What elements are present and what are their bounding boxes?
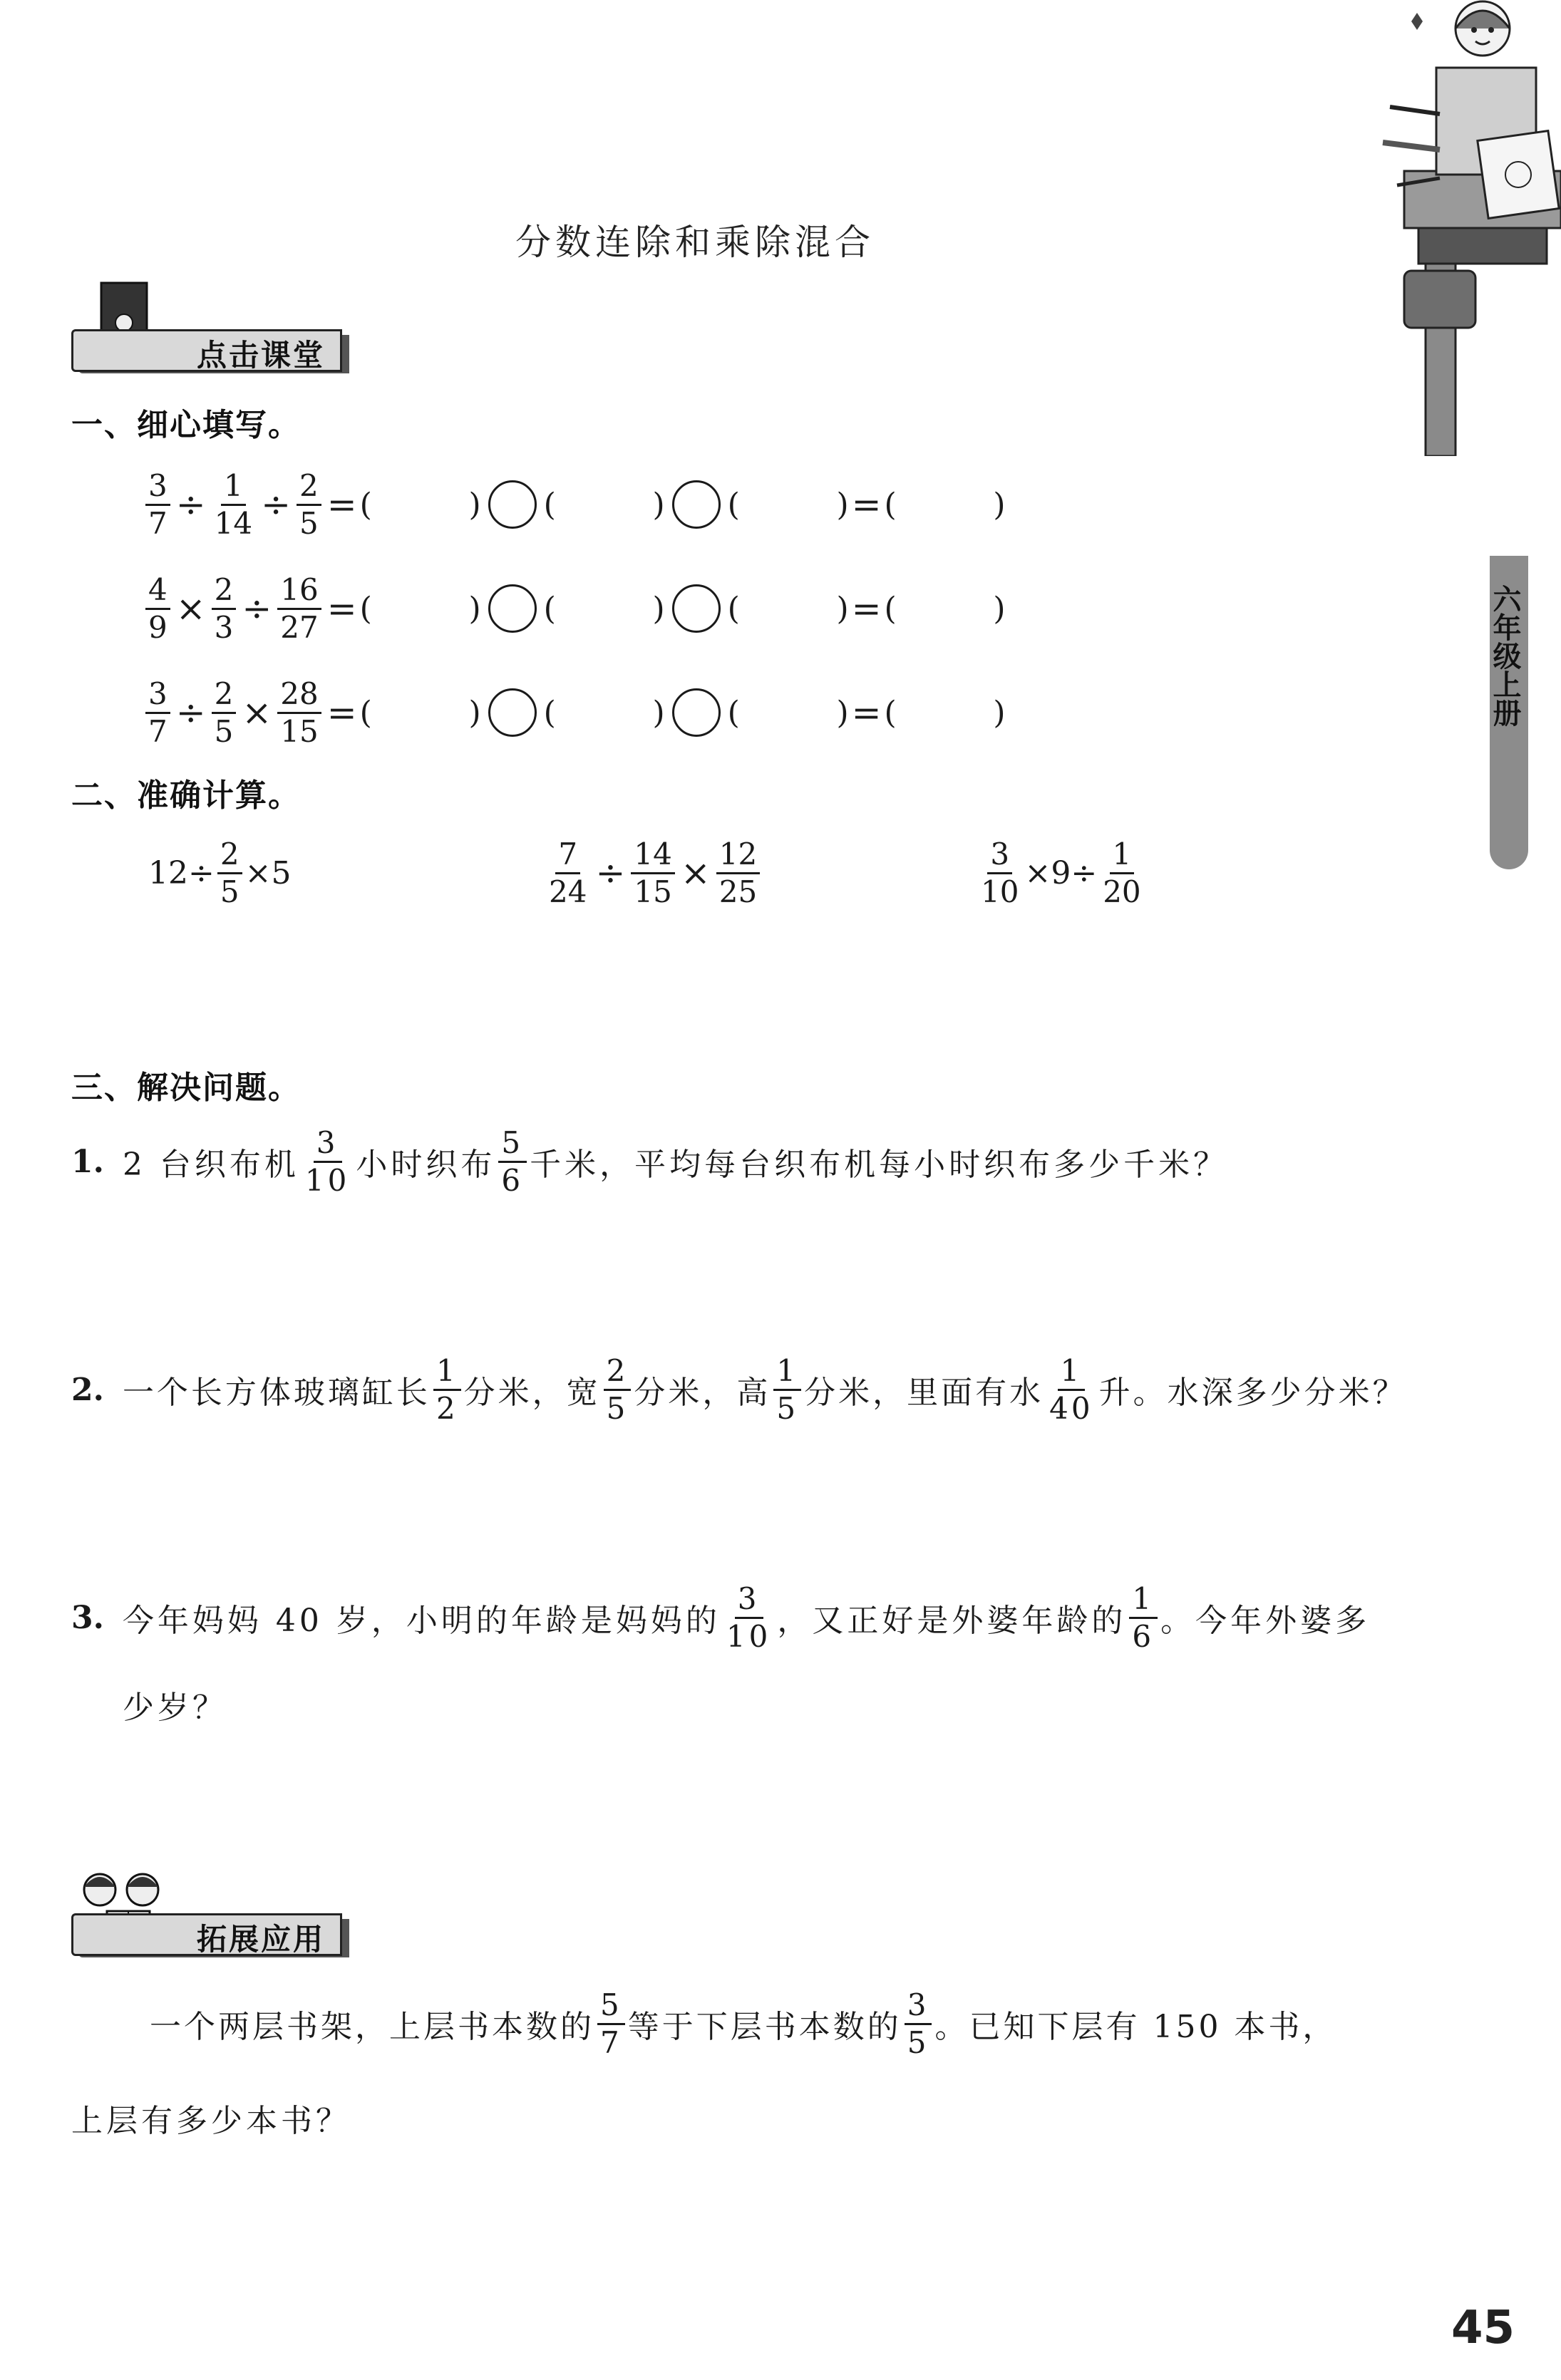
problem-3-continued (123, 1682, 227, 1727)
section-calc-heading: 二、准确计算。 (71, 777, 301, 814)
operator-circle[interactable] (488, 688, 537, 737)
fill-row (143, 661, 1006, 765)
fill-in-block (143, 452, 1006, 765)
answer-blank[interactable]: ( ) (543, 694, 665, 731)
page-title: 分数连除和乘除混合 (515, 222, 875, 263)
answer-blank[interactable]: ( ) (727, 590, 849, 627)
problem-number: 1. (71, 1143, 104, 1180)
answer-blank[interactable]: ( ) (884, 486, 1006, 523)
calc-item-2 (543, 827, 763, 919)
class-banner (71, 329, 342, 371)
equals-sign: = (326, 692, 357, 733)
problem-text: 等于下层书本数的 (627, 2009, 902, 2045)
section-fill-heading: 一、细心填写。 (71, 407, 301, 443)
problem-text: ，又正好是外婆年龄的 (777, 1603, 1127, 1639)
problem-number: 3. (71, 1599, 104, 1636)
page-number: 45 (1451, 2302, 1515, 2354)
fraction: $\frac{2}{5}$ (217, 839, 242, 907)
answer-blank[interactable]: ( ) (884, 590, 1006, 627)
problem-text: 。今年外婆多 (1160, 1603, 1371, 1639)
fraction: $\frac{16}{27}$ (277, 575, 321, 643)
fraction: $\frac{2}{3}$ (212, 575, 237, 643)
operator-circle[interactable] (672, 480, 721, 529)
answer-blank[interactable]: ( ) (359, 590, 481, 627)
cartoon-illustration (1376, 0, 1561, 456)
operator-circle[interactable] (672, 584, 721, 633)
problem-text: 一个两层书架，上层书本数的 (150, 2009, 594, 2045)
fraction: $\frac{1}{20}$ (1103, 836, 1141, 909)
operator: ÷ (242, 588, 272, 629)
fraction: $\frac{1}{40}$ (1049, 1352, 1093, 1426)
problem-text: 分米，高 (634, 1375, 771, 1411)
answer-blank[interactable]: ( ) (359, 694, 481, 731)
problem-text: 一个长方体玻璃缸长 (122, 1375, 431, 1411)
answer-blank[interactable]: ( ) (359, 486, 481, 523)
answer-blank[interactable]: ( ) (543, 486, 665, 523)
calc-text: ×5 (244, 854, 292, 891)
operator: × (242, 692, 272, 733)
answer-blank[interactable]: ( ) (727, 486, 849, 523)
answer-blank[interactable]: ( ) (543, 590, 665, 627)
fraction: $\frac{12}{25}$ (716, 839, 760, 907)
problem-text: 少岁？ (123, 1690, 227, 1726)
fraction: $\frac{3}{5}$ (905, 1990, 932, 2058)
fraction: $\frac{14}{15}$ (631, 839, 674, 907)
answer-blank[interactable]: ( ) (727, 694, 849, 731)
problem-text: 今年妈妈 40 岁，小明的年龄是妈妈的 (122, 1603, 721, 1639)
extend-banner-label: 拓展应用 (196, 1922, 325, 1957)
fraction: $\frac{7}{24}$ (549, 836, 587, 909)
section-problems-heading: 三、解决问题。 (71, 1070, 301, 1106)
fraction: $\frac{3}{10}$ (981, 836, 1019, 909)
operator: × (680, 852, 711, 894)
problem-text: 千米，平均每台织布机每小时织布多少千米？ (530, 1147, 1229, 1183)
calc-item-1 (148, 827, 291, 919)
fraction: $\frac{2}{5}$ (297, 471, 321, 539)
fraction: $\frac{2}{5}$ (604, 1356, 632, 1424)
problem-text: 升。水深多少分米？ (1098, 1375, 1407, 1411)
fraction: $\frac{28}{15}$ (277, 679, 321, 747)
fraction: $\frac{4}{9}$ (145, 575, 170, 643)
equals-sign: = (851, 692, 882, 733)
operator: ÷ (595, 852, 626, 894)
fill-row (143, 452, 1006, 557)
problem-text: 小时织布 (356, 1147, 496, 1183)
fraction: $\frac{3}{10}$ (304, 1124, 351, 1198)
problem-3 (71, 1575, 1370, 1660)
problem-text: 分米，里面有水 (804, 1375, 1044, 1411)
operator: × (175, 588, 206, 629)
extend-problem (150, 1981, 1336, 2066)
equals-sign: = (326, 588, 357, 629)
equals-sign: = (851, 484, 882, 525)
fraction: $\frac{3}{7}$ (145, 679, 170, 747)
operator: ÷ (261, 484, 291, 525)
calc-text: ×9÷ (1024, 854, 1098, 891)
fraction: $\frac{3}{7}$ (145, 471, 170, 539)
answer-blank[interactable]: ( ) (884, 694, 1006, 731)
fraction: $\frac{1}{6}$ (1129, 1584, 1158, 1652)
operator-circle[interactable] (488, 584, 537, 633)
calc-item-3 (975, 827, 1147, 919)
calc-text: 12÷ (148, 854, 215, 891)
problem-1 (71, 1119, 1228, 1204)
problem-2 (71, 1347, 1407, 1432)
fill-row (143, 557, 1006, 661)
problem-text: 分米，宽 (463, 1375, 601, 1411)
operator: ÷ (175, 692, 206, 733)
operator-circle[interactable] (488, 480, 537, 529)
fraction: $\frac{1}{5}$ (773, 1356, 801, 1424)
extend-banner (71, 1913, 342, 1955)
problem-text: 上层有多少本书？ (71, 2103, 351, 2139)
fraction: $\frac{5}{7}$ (597, 1990, 625, 2058)
problem-text: 。已知下层有 150 本书， (934, 2009, 1337, 2045)
operator-circle[interactable] (672, 688, 721, 737)
equals-sign: = (851, 588, 882, 629)
fraction: $\frac{2}{5}$ (212, 679, 237, 747)
problem-text: 2 台织布机 (122, 1147, 299, 1183)
fraction: $\frac{1}{14}$ (214, 467, 253, 541)
fraction: $\frac{5}{6}$ (498, 1128, 527, 1196)
class-banner-label: 点击课堂 (196, 338, 325, 373)
extend-problem-continued (71, 2095, 351, 2141)
problem-number: 2. (71, 1371, 104, 1408)
grade-side-tab (1490, 556, 1528, 869)
equals-sign: = (326, 484, 357, 525)
grade-side-tab-label: 六年级上册 (1488, 584, 1521, 727)
operator: ÷ (175, 484, 206, 525)
fraction: $\frac{3}{10}$ (726, 1580, 772, 1654)
fraction: $\frac{1}{2}$ (433, 1356, 461, 1424)
